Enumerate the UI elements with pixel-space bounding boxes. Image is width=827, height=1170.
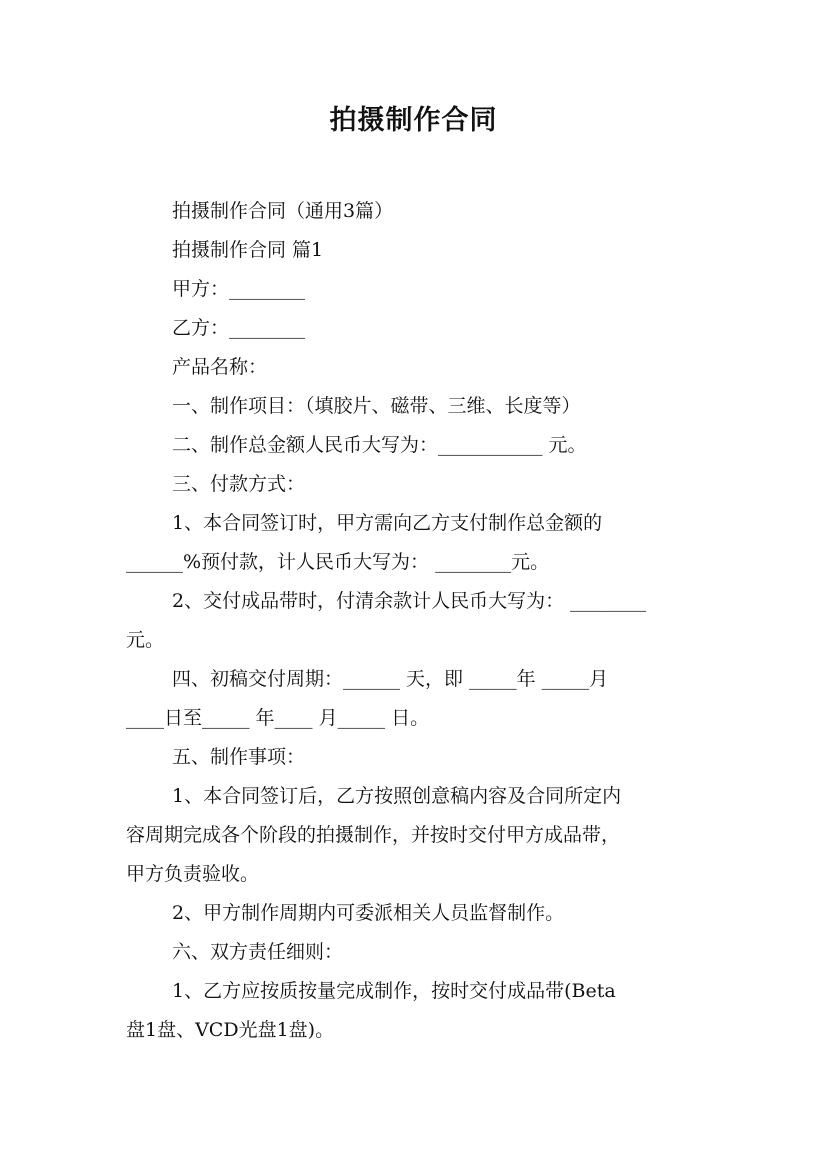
- paragraph-line: 元。: [126, 629, 165, 651]
- clause-4-heading: 四、初稿交付周期：______ 天，即 _____年 _____月: [172, 668, 609, 690]
- paragraph-line: 容周期完成各个阶段的拍摄制作，并按时交付甲方成品带，: [126, 824, 621, 846]
- doc-section-heading: 拍摄制作合同 篇1: [172, 239, 324, 261]
- clause-6-heading: 六、双方责任细则：: [172, 941, 344, 963]
- document-title: 拍摄制作合同: [329, 105, 498, 136]
- paragraph-line: ____日至_____ 年____ 月_____ 日。: [126, 707, 430, 729]
- paragraph-line: 2、交付成品带时，付清余款计人民币大写为： ________: [172, 590, 647, 612]
- paragraph-line: 1、本合同签订后，乙方按照创意稿内容及合同所定内: [172, 785, 622, 807]
- doc-subtitle: 拍摄制作合同（通用3篇）: [172, 200, 394, 222]
- paragraph-line: 甲方负责验收。: [126, 863, 260, 885]
- paragraph-line: 1、本合同签订时，甲方需向乙方支付制作总金额的: [172, 512, 603, 534]
- clause-3-heading: 三、付款方式：: [172, 473, 306, 495]
- clause-5-heading: 五、制作事项：: [172, 746, 306, 768]
- paragraph-line: 1、乙方应按质按量完成制作，按时交付成品带(Beta: [172, 980, 616, 1002]
- product-name-line: 产品名称：: [172, 356, 268, 378]
- clause-2-heading: 二、制作总金额人民币大写为：___________ 元。: [172, 434, 587, 456]
- paragraph-line: 盘1盘、VCD光盘1盘)。: [126, 1019, 335, 1041]
- paragraph-line: 2、甲方制作周期内可委派相关人员监督制作。: [172, 902, 565, 924]
- clause-1-heading: 一、制作项目：（填胶片、磁带、三维、长度等）: [172, 395, 581, 417]
- paragraph-line: ______%预付款，计人民币大写为： ________元。: [126, 551, 550, 573]
- party-a-line: 甲方：________: [172, 278, 306, 300]
- party-b-line: 乙方：________: [172, 317, 306, 339]
